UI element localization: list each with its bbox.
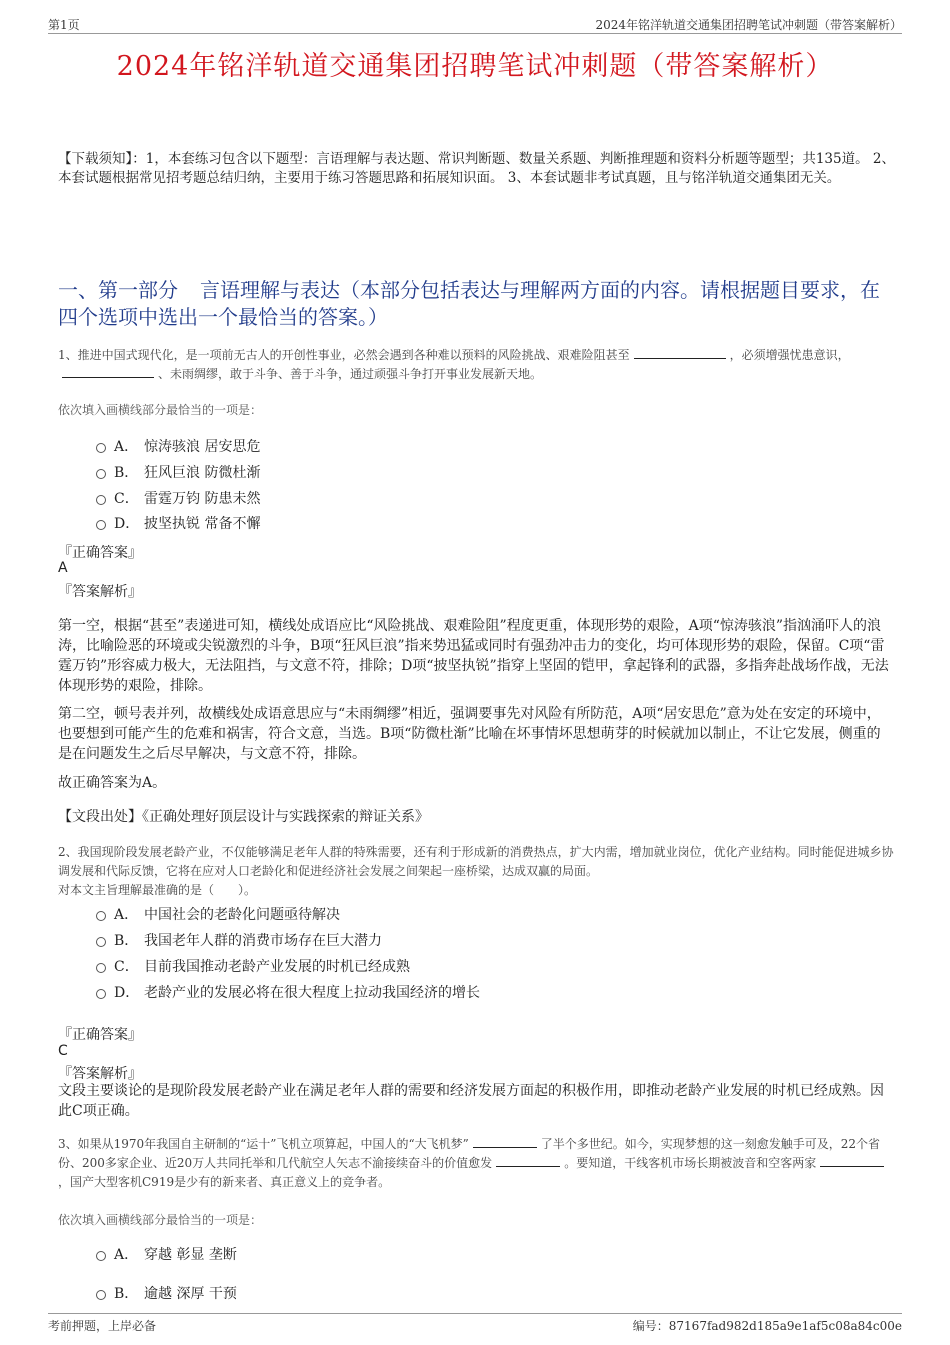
q3-option-b[interactable]: B． 逾越 深厚 干预 bbox=[96, 1283, 237, 1303]
download-notice: 【下载须知】：1，本套练习包含以下题型：言语理解与表达题、常识判断题、数量关系题、判断推理题和资料分析题等题型；共135道。 2、本套试题根据常见招考题总结归纳，主要用于练习答题思路和拓展知识面。 3、本套试题非考试真题，且与铭洋轨道交通集团无关。 bbox=[58, 151, 895, 186]
q1-text-part2: ，必须增强忧患意识， bbox=[729, 348, 850, 362]
radio-icon[interactable] bbox=[96, 443, 106, 453]
question-3-stem bbox=[58, 1135, 896, 1192]
fill-blank bbox=[496, 1154, 560, 1167]
q2-option-b[interactable]: B． 我国老年人群的消费市场存在巨大潜力 bbox=[96, 930, 382, 950]
q1-answer: A bbox=[58, 560, 68, 576]
q3-text-part2: 了半个多世纪。如今，实现梦想的这一刻愈发触手可及，22个省份、200多家企业、近20万人共同托举和几代航空人矢志不渝接续奋斗的价值愈发 bbox=[58, 1137, 880, 1170]
q1-option-c[interactable]: C． 雷霆万钧 防患未然 bbox=[96, 488, 260, 508]
radio-icon[interactable] bbox=[96, 963, 106, 973]
q3-text-part4: ，国产大型客机C919是少有的新来者、真正意义上的竞争者。 bbox=[58, 1175, 391, 1189]
q1-answer-label: 『正确答案』 bbox=[58, 545, 142, 561]
radio-icon[interactable] bbox=[96, 1290, 106, 1300]
page-number: 第1页 bbox=[48, 18, 80, 32]
q2-analysis: 文段主要谈论的是现阶段发展老龄产业在满足老年人群的需要和经济发展方面起的积极作用，即推动老龄产业发展的时机已经成熟。因此C项正确。 bbox=[58, 1083, 884, 1119]
q1-analysis-para-1: 第一空，根据“甚至”表递进可知，横线处成语应比“风险挑战、艰难险阻”程度更重，体现形势的艰险，A项“惊涛骇浪”指汹涌吓人的浪涛，比喻险恶的环境或尖锐激烈的斗争，B项“狂风巨浪”指来势迅猛或同时有强劲冲击力的变化，均可体现形势的艰险，保留。C项“雷霆万钧”形容威力极大，无法阻挡，与文意不符，排除；D项“披坚执锐”指穿上坚固的铠甲，拿起锋利的武器，多指奔赴战场作战，无法体现形势的艰险，排除。 bbox=[58, 618, 889, 694]
q3-text-part3: 。要知道，干线客机市场长期被波音和空客两家 bbox=[564, 1156, 817, 1170]
q1-option-d[interactable]: D． 披坚执锐 常备不懈 bbox=[96, 513, 260, 533]
radio-icon[interactable] bbox=[96, 989, 106, 999]
q2-option-a[interactable]: A． 中国社会的老龄化问题亟待解决 bbox=[96, 904, 340, 924]
q1-prompt: 依次填入画横线部分最恰当的一项是： bbox=[58, 403, 263, 417]
q2-option-d[interactable]: D． 老龄产业的发展必将在很大程度上拉动我国经济的增长 bbox=[96, 982, 480, 1002]
section-text: 言语理解与表达（本部分包括表达与理解两方面的内容。请根据题目要求，在四个选项中选出一个最恰当的答案。） bbox=[58, 278, 880, 329]
q1-text-part1: 1、推进中国式现代化，是一项前无古人的开创性事业，必然会遇到各种难以预料的风险挑战、艰难险阻甚至 bbox=[58, 348, 630, 362]
q1-analysis-label: 『答案解析』 bbox=[58, 584, 142, 600]
q1-analysis-para-3: 故正确答案为A。 bbox=[58, 775, 167, 791]
footer-doc-id: 编号：87167fad982d185a9e1af5c08a84c00e bbox=[632, 1319, 902, 1333]
fill-blank bbox=[473, 1135, 537, 1148]
q1-text-part3: 、未雨绸缪，敢于斗争、善于斗争，通过顽强斗争打开事业发展新天地。 bbox=[158, 367, 543, 381]
radio-icon[interactable] bbox=[96, 495, 106, 505]
section-number: 一、第一部分 bbox=[58, 278, 178, 302]
radio-icon[interactable] bbox=[96, 937, 106, 947]
q1-option-a[interactable]: A． 惊涛骇浪 居安思危 bbox=[96, 436, 260, 456]
q3-prompt: 依次填入画横线部分最恰当的一项是： bbox=[58, 1213, 263, 1227]
question-2-stem: 2、我国现阶段发展老龄产业，不仅能够满足老年人群的特殊需要，还有利于形成新的消费热点，扩大内需，增加就业岗位，优化产业结构。同时能促进城乡协调发展和代际反馈，它将在应对人口老龄化和促进经济社会发展之间架起一座桥梁，达成双赢的局面。 bbox=[58, 845, 894, 878]
q3-text-part1: 3、如果从1970年我国自主研制的“运十”飞机立项算起，中国人的“大飞机梦” bbox=[58, 1137, 469, 1151]
fill-blank bbox=[634, 346, 726, 359]
footer-slogan: 考前押题，上岸必备 bbox=[48, 1319, 157, 1333]
radio-icon[interactable] bbox=[96, 469, 106, 479]
q1-option-b[interactable]: B． 狂风巨浪 防微杜渐 bbox=[96, 462, 260, 482]
document-title: 2024年铭洋轨道交通集团招聘笔试冲刺题（带答案解析） bbox=[116, 51, 834, 82]
fill-blank bbox=[820, 1154, 884, 1167]
section-heading bbox=[58, 277, 898, 331]
header-doc-title: 2024年铭洋轨道交通集团招聘笔试冲刺题（带答案解析） bbox=[595, 18, 902, 32]
page-footer bbox=[48, 1313, 902, 1339]
q2-answer: C bbox=[58, 1043, 68, 1059]
q1-analysis-para-2: 第二空，顿号表并列，故横线处成语意思应与“未雨绸缪”相近，强调要事先对风险有所防范，A项“居安思危”意为处在安定的环境中，也要想到可能产生的危难和祸害，符合文意，当选。B项“防微杜渐”比喻在坏事情坏思想萌芽的时候就加以制止，不让它发展，侧重的是在问题发生之后尽早解决，与文意不符，排除。 bbox=[58, 706, 881, 762]
q3-option-a[interactable]: A． 穿越 彰显 垄断 bbox=[96, 1244, 237, 1264]
q2-prompt: 对本文主旨理解最准确的是（ ）。 bbox=[58, 883, 257, 897]
radio-icon[interactable] bbox=[96, 520, 106, 530]
q2-analysis-label: 『答案解析』 bbox=[58, 1066, 142, 1082]
radio-icon[interactable] bbox=[96, 911, 106, 921]
page-header bbox=[48, 12, 902, 34]
radio-icon[interactable] bbox=[96, 1251, 106, 1261]
fill-blank bbox=[62, 365, 154, 378]
question-1-stem bbox=[58, 346, 896, 384]
q1-source: 【文段出处】《正确处理好顶层设计与实践探索的辩证关系》 bbox=[58, 809, 429, 825]
q2-answer-label: 『正确答案』 bbox=[58, 1027, 142, 1043]
q2-option-c[interactable]: C． 目前我国推动老龄产业发展的时机已经成熟 bbox=[96, 956, 410, 976]
